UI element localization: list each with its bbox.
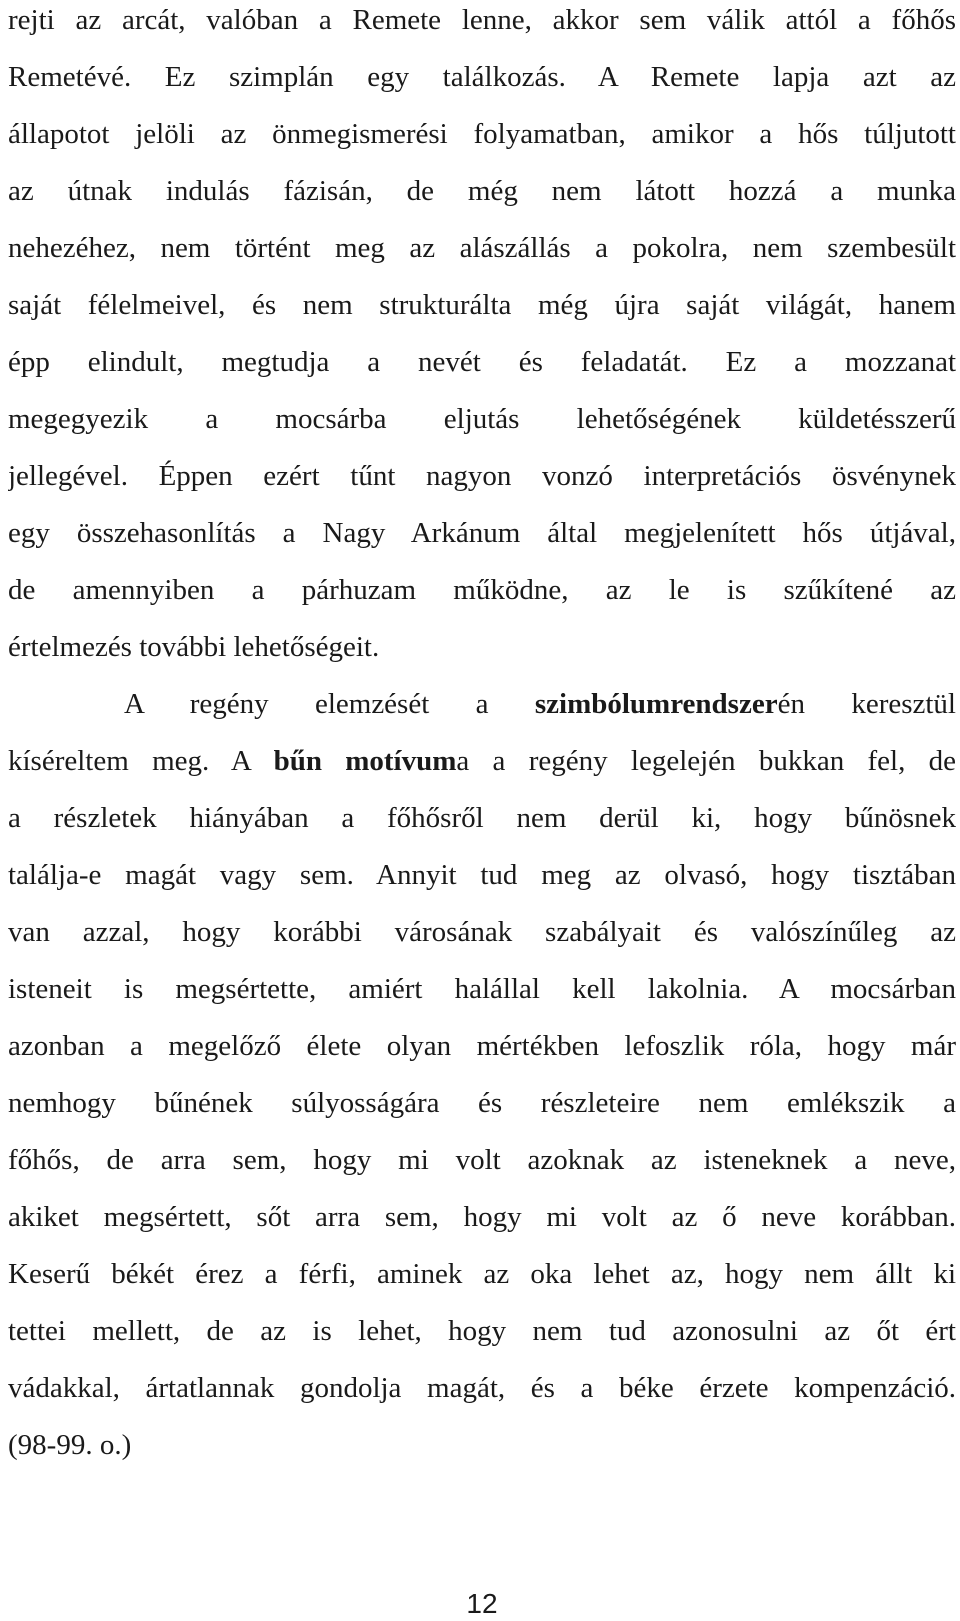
text-line: értelmezés további lehetőségeit. [8,631,380,663]
text-line: nehezéhez, nem történt meg az alászállás a pokolra, nem szembesült [8,232,956,264]
text-span: A regény elemzését a [124,688,535,720]
text-span: kíséreltem meg. A [8,745,274,777]
text-line: rejti az arcát, valóban a Remete lenne, akkor sem válik attól a főhős [8,4,956,36]
bold-term-symbol-system: szimbólumrendszer [534,688,778,720]
text-line: egy összehasonlítás a Nagy Arkánum által megjelenített hős útjával, [8,517,956,549]
text-line: azonban a megelőző élete olyan mértékben lefoszlik róla, hogy már [8,1030,956,1062]
citation-reference: (98-99. o.) [8,1429,132,1461]
text-line: Remetévé. Ez szimplán egy találkozás. A Remete lapja azt az [8,61,956,93]
text-line: de amennyiben a párhuzam működne, az le is szűkítené az [8,574,956,606]
text-line: nemhogy bűnének súlyosságára és részleteire nem emlékszik a [8,1087,956,1119]
text-line-with-bold [8,684,956,724]
text-line: épp elindult, megtudja a nevét és feladatát. Ez a mozzanat [8,346,956,378]
text-line: saját félelmeivel, és nem strukturálta még újra saját világát, hanem [8,289,956,321]
bold-term-sin-motif: bűn motívum [273,745,457,777]
text-line-with-bold [8,741,956,781]
text-line: megegyezik a mocsárba eljutás lehetőségének küldetésszerű [8,403,956,435]
text-span: a a regény legelején bukkan fel, de [456,745,956,777]
text-line: találja-e magát vagy sem. Annyit tud meg az olvasó, hogy tisztában [8,859,956,891]
text-line: tettei mellett, de az is lehet, hogy nem tud azonosulni az őt ért [8,1315,956,1347]
text-line: van azzal, hogy korábbi városának szabályait és valószínűleg az [8,916,956,948]
page-number: 12 [466,1588,498,1619]
text-line: akiket megsértett, sőt arra sem, hogy mi volt az ő neve korábban. [8,1201,956,1233]
text-line: jellegével. Éppen ezért tűnt nagyon vonzó interpretációs ösvénynek [8,460,956,492]
text-line: isteneit is megsértette, amiért halállal kell lakolnia. A mocsárban [8,973,956,1005]
text-line: főhős, de arra sem, hogy mi volt azoknak az isteneknek a neve, [8,1144,956,1176]
text-line: Keserű békét érez a férfi, aminek az oka lehet az, hogy nem állt ki [8,1258,956,1290]
text-line: a részletek hiányában a főhősről nem derül ki, hogy bűnösnek [8,802,956,834]
text-line: az útnak indulás fázisán, de még nem látott hozzá a munka [8,175,956,207]
text-line: vádakkal, ártatlannak gondolja magát, és a béke érzete kompenzáció. [8,1372,956,1404]
text-line: állapotot jelöli az önmegismerési folyamatban, amikor a hős túljutott [8,118,956,150]
text-span: én keresztül [777,688,956,720]
